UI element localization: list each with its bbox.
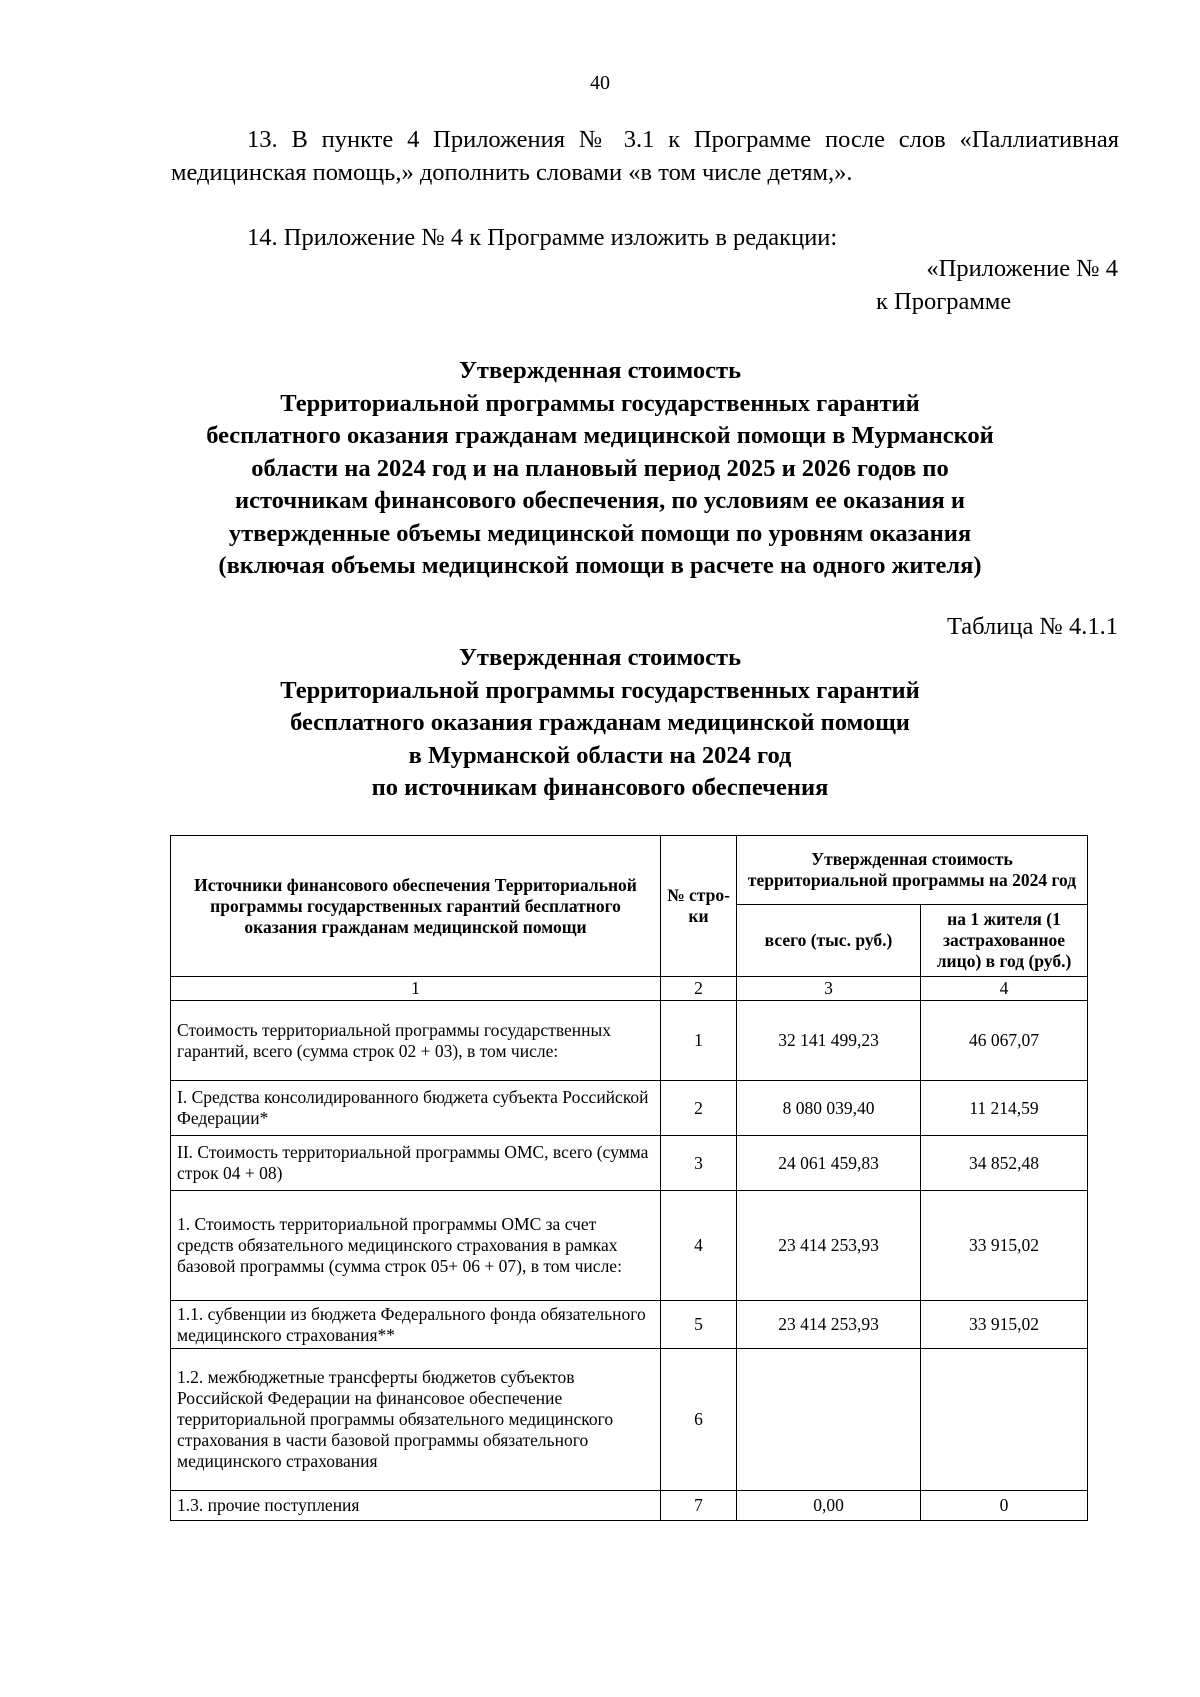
row-per-resident: 46 067,07 [921,1001,1088,1081]
row-number: 5 [661,1301,737,1349]
table-title-line: Территориальной программы государственных гарантий [280,676,920,704]
column-numbers-row [171,977,1088,1001]
column-number: 1 [171,977,661,1001]
row-number: 7 [661,1491,737,1521]
row-name: 1.2. межбюджетные трансферты бюджетов субъектов Российской Федерации на финансовое обеспечение территориальной программы обязательного медицинского страхования в части базовой программы обязательного медицинского страхования [171,1349,661,1491]
row-name: I. Средства консолидированного бюджета субъекта Российской Федерации* [171,1081,661,1136]
column-number: 2 [661,977,737,1001]
main-title-line: источникам финансового обеспечения, по условиям ее оказания и [234,487,966,514]
main-title-line: (включая объемы медицинской помощи в расчете на одного жителя) [218,552,982,579]
table-title-line: по источникам финансового обеспечения [371,774,829,801]
appendix-program: к Программе [876,288,1012,315]
table-label: Таблица № 4.1.1 [946,613,1118,640]
appendix-label: «Приложение № 4 [926,255,1118,282]
row-total: 32 141 499,23 [737,1001,921,1081]
main-title [0,355,1200,583]
row-name: 1.3. прочие поступления [171,1491,661,1521]
main-title-line: Утвержденная стоимость [458,357,742,384]
header-row-number: № стро-ки [661,836,737,977]
header-total: всего (тыс. руб.) [737,905,921,977]
column-number: 3 [737,977,921,1001]
row-number: 2 [661,1081,737,1136]
page-number: 40 [590,72,610,94]
row-per-resident: 0 [921,1491,1088,1521]
row-per-resident: 11 214,59 [921,1081,1088,1136]
table-row [171,1136,1088,1191]
row-total: 23 414 253,93 [737,1301,921,1349]
row-name: 1. Стоимость территориальной программы ОМС за счет средств обязательного медицинского страхования в рамках базовой программы (сумма строк 05+ 06 + 07), в том числе: [171,1191,661,1301]
paragraph-14: 14. Приложение № 4 к Программе изложить в редакции: [247,224,838,251]
financing-table [170,835,1088,1521]
row-name: 1.1. субвенции из бюджета Федерального фонда обязательного медицинского страхования** [171,1301,661,1349]
row-number: 1 [661,1001,737,1081]
table-row [171,1301,1088,1349]
table-row [171,1001,1088,1081]
table-row [171,1081,1088,1136]
row-number: 3 [661,1136,737,1191]
row-total [737,1349,921,1491]
row-per-resident: 33 915,02 [921,1301,1088,1349]
header-source: Источники финансового обеспечения Территориальной программы государственных гарантий бесплатного оказания гражданам медицинской помощи [171,836,661,977]
row-name: Стоимость территориальной программы государственных гарантий, всего (сумма строк 02 + 03), в том числе: [171,1001,661,1081]
table-header-row [171,836,1088,905]
row-total: 23 414 253,93 [737,1191,921,1301]
row-total: 24 061 459,83 [737,1136,921,1191]
row-total: 0,00 [737,1491,921,1521]
table-title-line: Утвержденная стоимость [458,644,742,671]
paragraph-13: 13. В пункте 4 Приложения № 3.1 к Программе после слов «Паллиативная медицинская помощь,» дополнить словами «в том числе детям,». [171,126,1119,186]
row-per-resident [921,1349,1088,1491]
row-total: 8 080 039,40 [737,1081,921,1136]
row-per-resident: 33 915,02 [921,1191,1088,1301]
column-number: 4 [921,977,1088,1001]
row-per-resident: 34 852,48 [921,1136,1088,1191]
main-title-line: области на 2024 год и на плановый период 2025 и 2026 годов по [251,454,949,482]
header-per-resident: на 1 жителя (1 застрахованное лицо) в год (руб.) [921,905,1088,977]
row-number: 6 [661,1349,737,1491]
table-row [171,1491,1088,1521]
table-title-line: в Мурманской области на 2024 год [408,741,792,769]
main-title-line: утвержденные объемы медицинской помощи по уровням оказания [228,519,972,547]
table-title-line: бесплатного оказания гражданам медицинской помощи [290,709,910,736]
table-title [0,642,1200,805]
row-number: 4 [661,1191,737,1301]
table-row [171,1349,1088,1491]
table-row [171,1191,1088,1301]
main-title-line: бесплатного оказания гражданам медицинской помощи в Мурманской [206,422,994,449]
header-cost-group: Утвержденная стоимость территориальной программы на 2024 год [737,836,1088,905]
row-name: II. Стоимость территориальной программы ОМС, всего (сумма строк 04 + 08) [171,1136,661,1191]
main-title-line: Территориальной программы государственных гарантий [280,389,920,417]
